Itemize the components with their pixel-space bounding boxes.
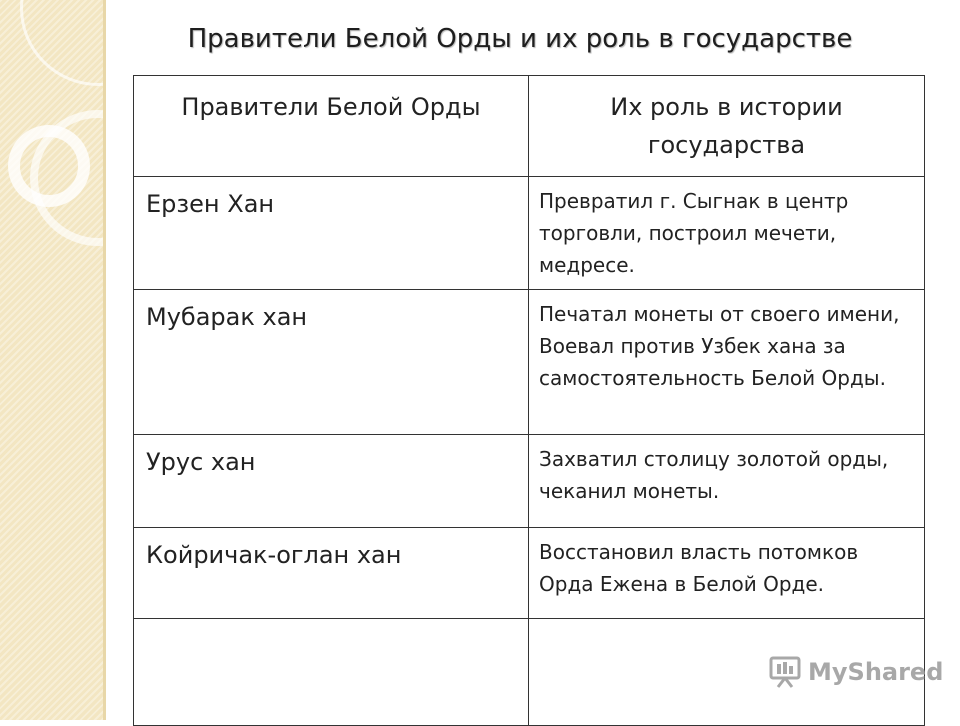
table-row <box>134 528 925 619</box>
table-header-row <box>134 76 925 177</box>
myshared-logo-icon <box>768 656 802 688</box>
table-row <box>134 435 925 528</box>
ruler-role: Восстановил власть потомков Орда Ежена в Белой Орде. <box>529 528 925 619</box>
ruler-name: Ерзен Хан <box>134 177 529 290</box>
ruler-role: Превратил г. Сыгнак в центр торговли, построил мечети, медресе. <box>529 177 925 290</box>
myshared-watermark[interactable] <box>768 656 943 688</box>
decorative-ring <box>8 125 90 207</box>
decorative-ring <box>20 0 106 86</box>
rulers-table <box>133 75 925 726</box>
ruler-name: Мубарак хан <box>134 290 529 435</box>
ruler-name: Койричак-оглан хан <box>134 528 529 619</box>
decorative-side-strip <box>0 0 106 720</box>
watermark-text: MyShared <box>808 658 944 686</box>
ruler-role: Печатал монеты от своего имени, Воевал против Узбек хана за самостоятельность Белой Орды. <box>529 290 925 435</box>
ruler-role: Захватил столицу золотой орды, чеканил монеты. <box>529 435 925 528</box>
strip-edge <box>103 0 106 720</box>
header-rulers: Правители Белой Орды <box>134 76 529 177</box>
table-row <box>134 177 925 290</box>
header-role: Их роль в истории государства <box>529 76 925 177</box>
table-row <box>134 290 925 435</box>
ruler-name: Урус хан <box>134 435 529 528</box>
slide-title: Правители Белой Орды и их роль в государстве <box>187 24 853 54</box>
ruler-name <box>134 619 529 726</box>
